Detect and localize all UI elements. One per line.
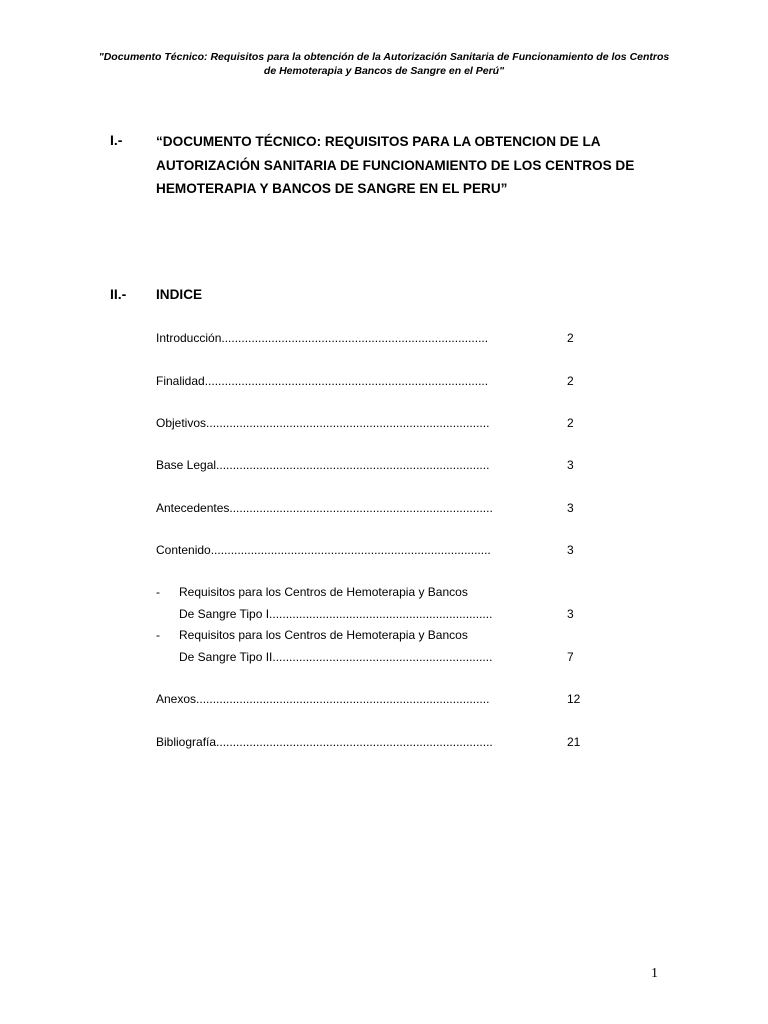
toc-label: Introducción................................................................................ [156, 331, 489, 345]
document-title [156, 130, 676, 201]
section-1-number: I.- [110, 132, 123, 148]
toc-entry-finalidad[interactable] [156, 373, 596, 389]
toc-label: Finalidad..................................................................................... [156, 374, 489, 388]
toc-label: Bibliografía................................................................................... [156, 735, 493, 749]
toc-label: Requisitos para los Centros de Hemoterapia y Bancos [179, 628, 468, 642]
list-dash: - [156, 585, 160, 599]
toc-entry-bibliografia[interactable] [156, 734, 596, 750]
toc-subentry-tipo-1-line-1 [156, 584, 596, 600]
index-heading: INDICE [156, 287, 203, 302]
toc-label: Anexos........................................................................................ [156, 692, 490, 706]
toc-entry-base-legal[interactable] [156, 457, 596, 473]
toc-subentry-tipo-2-line-1 [156, 627, 596, 643]
document-title-line-3: HEMOTERAPIA Y BANCOS DE SANGRE EN EL PERU” [156, 181, 508, 196]
toc-label: De Sangre Tipo I................................................................... [179, 607, 493, 621]
toc-label: Objetivos..................................................................................... [156, 416, 490, 430]
running-header-line-1: "Documento Técnico: Requisitos para la obtención de la Autorización Sanitaria de Funcionamiento de los Centros [98, 51, 670, 63]
document-title-line-1: “DOCUMENTO TÉCNICO: REQUISITOS PARA LA OBTENCION DE LA [156, 134, 601, 149]
toc-label: Contenido.................................................................................... [156, 543, 491, 557]
toc-label: Antecedentes............................................................................... [156, 501, 493, 515]
toc-page-number: 3 [567, 458, 574, 472]
toc-page-number: 2 [567, 331, 574, 345]
toc-page-number: 2 [567, 374, 574, 388]
toc-label: Requisitos para los Centros de Hemoterapia y Bancos [179, 585, 468, 599]
section-2-number: II.- [110, 286, 127, 302]
toc-entry-antecedentes[interactable] [156, 500, 596, 516]
running-header-line-2: de Hemoterapia y Bancos de Sangre en el Perú" [263, 65, 505, 77]
toc-page-number: 3 [567, 607, 574, 621]
document-title-line-2: AUTORIZACIÓN SANITARIA DE FUNCIONAMIENTO DE LOS CENTROS DE [156, 157, 635, 173]
toc-subentry-tipo-2[interactable] [156, 649, 596, 665]
running-header [0, 50, 768, 78]
toc-entry-objetivos[interactable] [156, 415, 596, 431]
toc-page-number: 2 [567, 416, 574, 430]
toc-entry-anexos[interactable] [156, 691, 596, 707]
toc-page-number: 7 [567, 650, 574, 664]
toc-subentry-tipo-1[interactable] [156, 606, 596, 622]
toc-page-number: 12 [567, 692, 581, 706]
toc-label: De Sangre Tipo II.................................................................. [179, 650, 493, 664]
toc-page-number: 3 [567, 543, 574, 557]
toc-entry-introduccion[interactable] [156, 330, 596, 346]
page-number: 1 [651, 966, 658, 981]
toc-page-number: 21 [567, 735, 581, 749]
toc-entry-contenido[interactable] [156, 542, 596, 558]
list-dash: - [156, 628, 160, 642]
toc-label: Base Legal.................................................................................. [156, 458, 490, 472]
toc-page-number: 3 [567, 501, 574, 515]
